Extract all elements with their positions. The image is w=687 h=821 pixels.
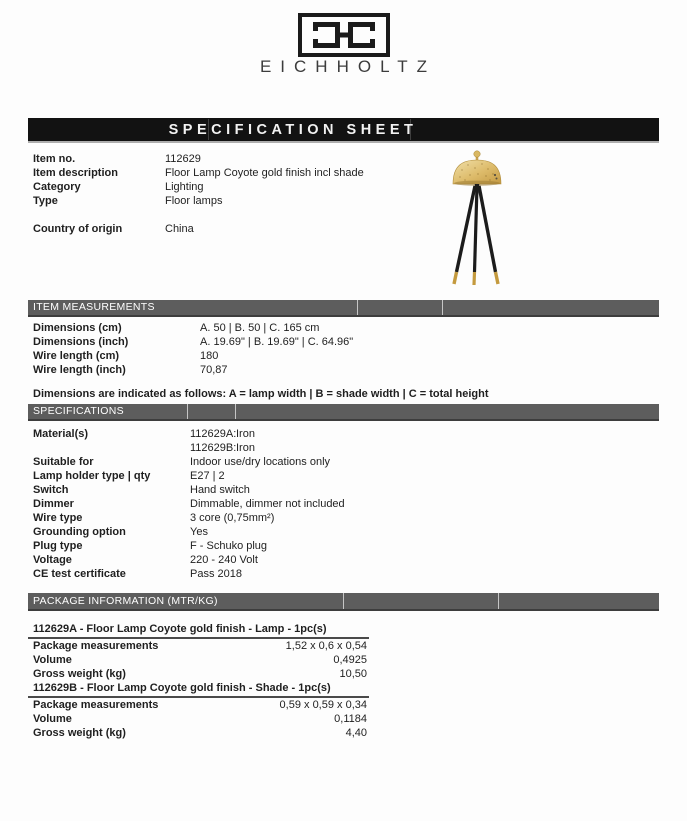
package-row [28, 639, 369, 653]
spec-row [33, 441, 593, 455]
field-value: 3 core (0,75mm²) [190, 512, 275, 524]
field-label: Item no. [33, 153, 76, 165]
field-label: Volume [33, 713, 72, 725]
title-bar [28, 118, 659, 143]
spec-row [33, 455, 593, 469]
field-value: China [165, 223, 194, 235]
field-value: A. 19.69" | B. 19.69" | C. 64.96" [200, 336, 354, 348]
field-label: Suitable for [33, 456, 94, 468]
field-value: 0,1184 [334, 713, 367, 725]
material-value: Iron [236, 442, 255, 454]
field-label: Wire length (cm) [33, 350, 120, 362]
field-label: Dimensions (inch) [33, 336, 129, 348]
field-value: Pass 2018 [190, 568, 242, 580]
field-label: Grounding option [33, 526, 126, 538]
field-label: CE test certificate [33, 568, 126, 580]
field-label: Plug type [33, 540, 83, 552]
field-value: 0,59 x 0,59 x 0,34 [279, 699, 367, 711]
spec-row [33, 511, 593, 525]
field-value: Floor Lamp Coyote gold finish incl shade [165, 167, 364, 179]
field-label: Item description [33, 167, 118, 179]
bar-divider [442, 300, 443, 315]
package-group-title: 112629A - Floor Lamp Coyote gold finish - Lamp - 1pc(s) [28, 622, 369, 639]
product-image-floor-lamp [400, 148, 560, 303]
field-label: Dimensions (cm) [33, 322, 122, 334]
specifications-section [33, 427, 593, 581]
spec-row [33, 553, 593, 567]
package-row [28, 712, 369, 726]
field-value: 0,4925 [333, 654, 367, 666]
bar-divider [187, 404, 188, 419]
field-value: Floor lamps [165, 195, 223, 207]
page-title: SPECIFICATION SHEET [168, 122, 418, 138]
field-label: Voltage [33, 554, 72, 566]
dimensions-note: Dimensions are indicated as follows: A = lamp width | B = shade width | C = total height [33, 388, 489, 400]
field-value: 112629 [165, 153, 201, 165]
field-value: F - Schuko plug [190, 540, 268, 552]
field-value: 220 - 240 Volt [190, 554, 258, 566]
material-code: 112629A: [190, 428, 237, 440]
field-label: Package measurements [33, 699, 159, 711]
field-value: Hand switch [190, 484, 250, 496]
field-value: 10,50 [339, 668, 367, 680]
measurement-row [33, 321, 593, 335]
field-value: 70,87 [200, 364, 228, 376]
spec-row [33, 567, 593, 581]
field-value: Indoor use/dry locations only [190, 456, 331, 468]
measurement-row [33, 335, 593, 349]
package-group-title: 112629B - Floor Lamp Coyote gold finish - Shade - 1pc(s) [28, 681, 369, 698]
field-label: Volume [33, 654, 72, 666]
field-label: Type [33, 195, 58, 207]
package-information-header-bar [28, 593, 659, 611]
section-header: SPECIFICATIONS [33, 405, 124, 417]
field-label: Package measurements [33, 640, 159, 652]
section-header: ITEM MEASUREMENTS [33, 301, 155, 313]
field-label: Wire length (inch) [33, 364, 126, 376]
field-label: Gross weight (kg) [33, 668, 126, 680]
field-label: Category [33, 181, 81, 193]
field-label: Material(s) [33, 428, 89, 440]
spec-row [33, 469, 593, 483]
field-value: 180 [200, 350, 219, 362]
bar-divider [357, 300, 358, 315]
package-row [28, 667, 369, 681]
material-value: Iron [236, 428, 255, 440]
field-label: Lamp holder type | qty [33, 470, 151, 482]
eichholtz-logo-icon [298, 13, 390, 60]
package-row [28, 698, 369, 712]
spec-row [33, 483, 593, 497]
measurement-row [33, 363, 593, 377]
bar-divider [343, 593, 344, 609]
item-measurements-section [33, 321, 593, 377]
material-code: 112629B: [190, 442, 237, 454]
field-value: 4,40 [345, 727, 367, 739]
field-label: Dimmer [33, 498, 74, 510]
measurement-row [33, 349, 593, 363]
field-value: A. 50 | B. 50 | C. 165 cm [200, 322, 320, 334]
spec-row [33, 497, 593, 511]
specifications-header-bar [28, 404, 659, 421]
field-value: E27 | 2 [190, 470, 225, 482]
spec-row [33, 539, 593, 553]
spec-row [33, 525, 593, 539]
field-value: Lighting [165, 181, 204, 193]
field-label: Gross weight (kg) [33, 727, 126, 739]
field-label [33, 441, 190, 455]
field-value [190, 441, 255, 455]
package-row [28, 653, 369, 667]
package-row [28, 726, 369, 740]
field-value: Dimmable, dimmer not included [190, 498, 345, 510]
spec-row [33, 427, 593, 441]
bar-divider [498, 593, 499, 609]
field-value: 1,52 x 0,6 x 0,54 [285, 640, 367, 652]
field-value [190, 427, 255, 441]
package-group-lamp [28, 622, 369, 740]
field-label: Country of origin [33, 223, 123, 235]
item-measurements-header-bar [28, 300, 659, 317]
field-label: Switch [33, 484, 69, 496]
field-value: Yes [190, 526, 208, 538]
section-header: PACKAGE INFORMATION (MTR/KG) [33, 595, 218, 607]
brand-wordmark: EICHHOLTZ [259, 57, 437, 76]
field-label: Wire type [33, 512, 83, 524]
bar-divider [235, 404, 236, 419]
